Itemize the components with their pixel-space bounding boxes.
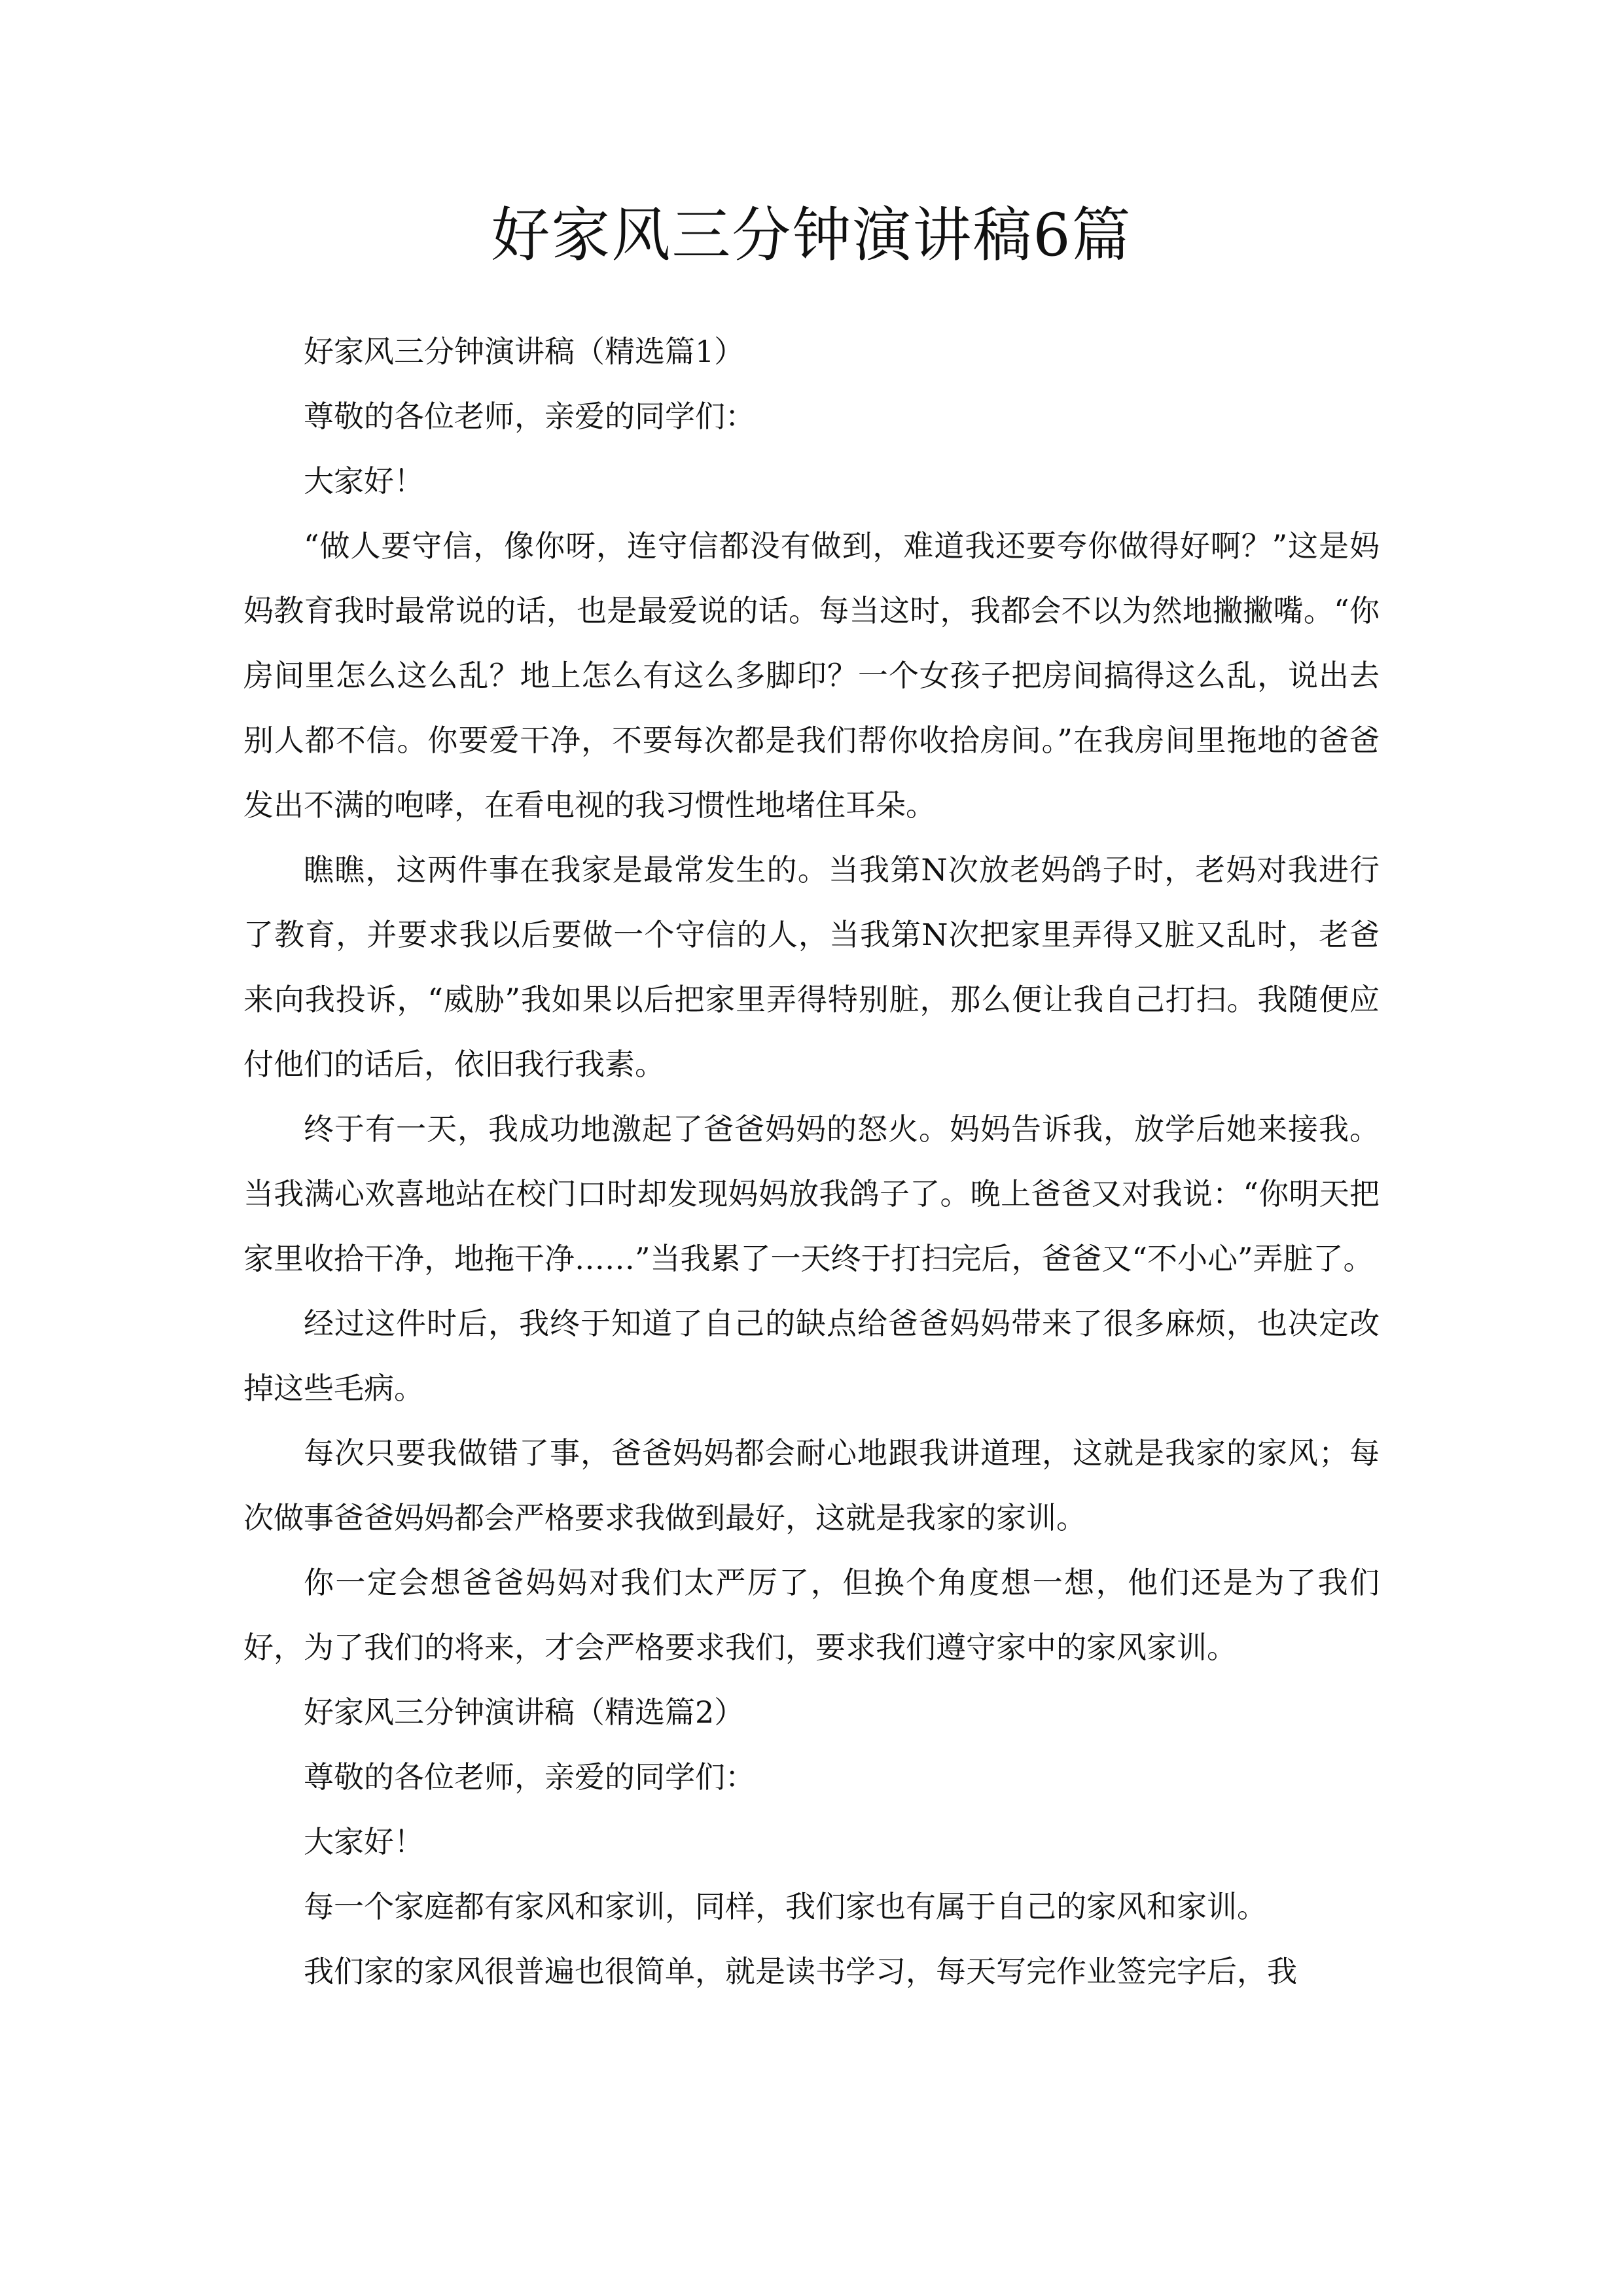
paragraph: 你一定会想爸爸妈妈对我们太严厉了，但换个角度想一想，他们还是为了我们好，为了我们的将来，才会严格要求我们，要求我们遵守家中的家风家训。: [243, 1565, 1380, 1665]
greeting: 大家好！: [304, 463, 424, 499]
salutation: 尊敬的各位老师，亲爱的同学们：: [304, 1759, 755, 1795]
paragraph: 每一个家庭都有家风和家训，同样，我们家也有属于自己的家风和家训。: [304, 1889, 1267, 1924]
section-heading-2: 好家风三分钟演讲稿（精选篇2）: [304, 1695, 745, 1730]
paragraph: 终于有一天，我成功地激起了爸爸妈妈的怒火。妈妈告诉我，放学后她来接我。当我满心欢喜地站在校门口时却发现妈妈放我鸽子了。晚上爸爸又对我说：“你明天把家里收拾干净，地拖干净……”当我累了一天终于打扫完后，爸爸又“不小心”弄脏了。: [243, 1111, 1380, 1276]
section-heading-1: 好家风三分钟演讲稿（精选篇1）: [304, 334, 745, 369]
greeting: 大家好！: [304, 1824, 424, 1859]
paragraph: 我们家的家风很普遍也很简单，就是读书学习，每天写完作业签完字后，我: [304, 1954, 1297, 1989]
document-title: 好家风三分钟演讲稿6篇: [491, 201, 1132, 270]
document-body: [243, 319, 1380, 2004]
paragraph: “做人要守信，像你呀，连守信都没有做到，难道我还要夸你做得好啊？”这是妈妈教育我时最常说的话，也是最爱说的话。每当这时，我都会不以为然地撇撇嘴。“你房间里怎么这么乱？地上怎么有这么多脚印？一个女孩子把房间搞得这么乱，说出去别人都不信。你要爱干净，不要每次都是我们帮你收拾房间。”在我房间里拖地的爸爸发出不满的咆哮，在看电视的我习惯性地堵住耳朵。: [243, 528, 1380, 823]
paragraph: 经过这件时后，我终于知道了自己的缺点给爸爸妈妈带来了很多麻烦，也决定改掉这些毛病。: [243, 1306, 1380, 1406]
paragraph: 瞧瞧，这两件事在我家是最常发生的。当我第N次放老妈鸽子时，老妈对我进行了教育，并要求我以后要做一个守信的人，当我第N次把家里弄得又脏又乱时，老爸来向我投诉，“威胁”我如果以后把家里弄得特别脏，那么便让我自己打扫。我随便应付他们的话后，依旧我行我素。: [243, 852, 1380, 1082]
paragraph: 每次只要我做错了事，爸爸妈妈都会耐心地跟我讲道理，这就是我家的家风；每次做事爸爸妈妈都会严格要求我做到最好，这就是我家的家训。: [243, 1435, 1380, 1535]
salutation: 尊敬的各位老师，亲爱的同学们：: [304, 399, 755, 434]
